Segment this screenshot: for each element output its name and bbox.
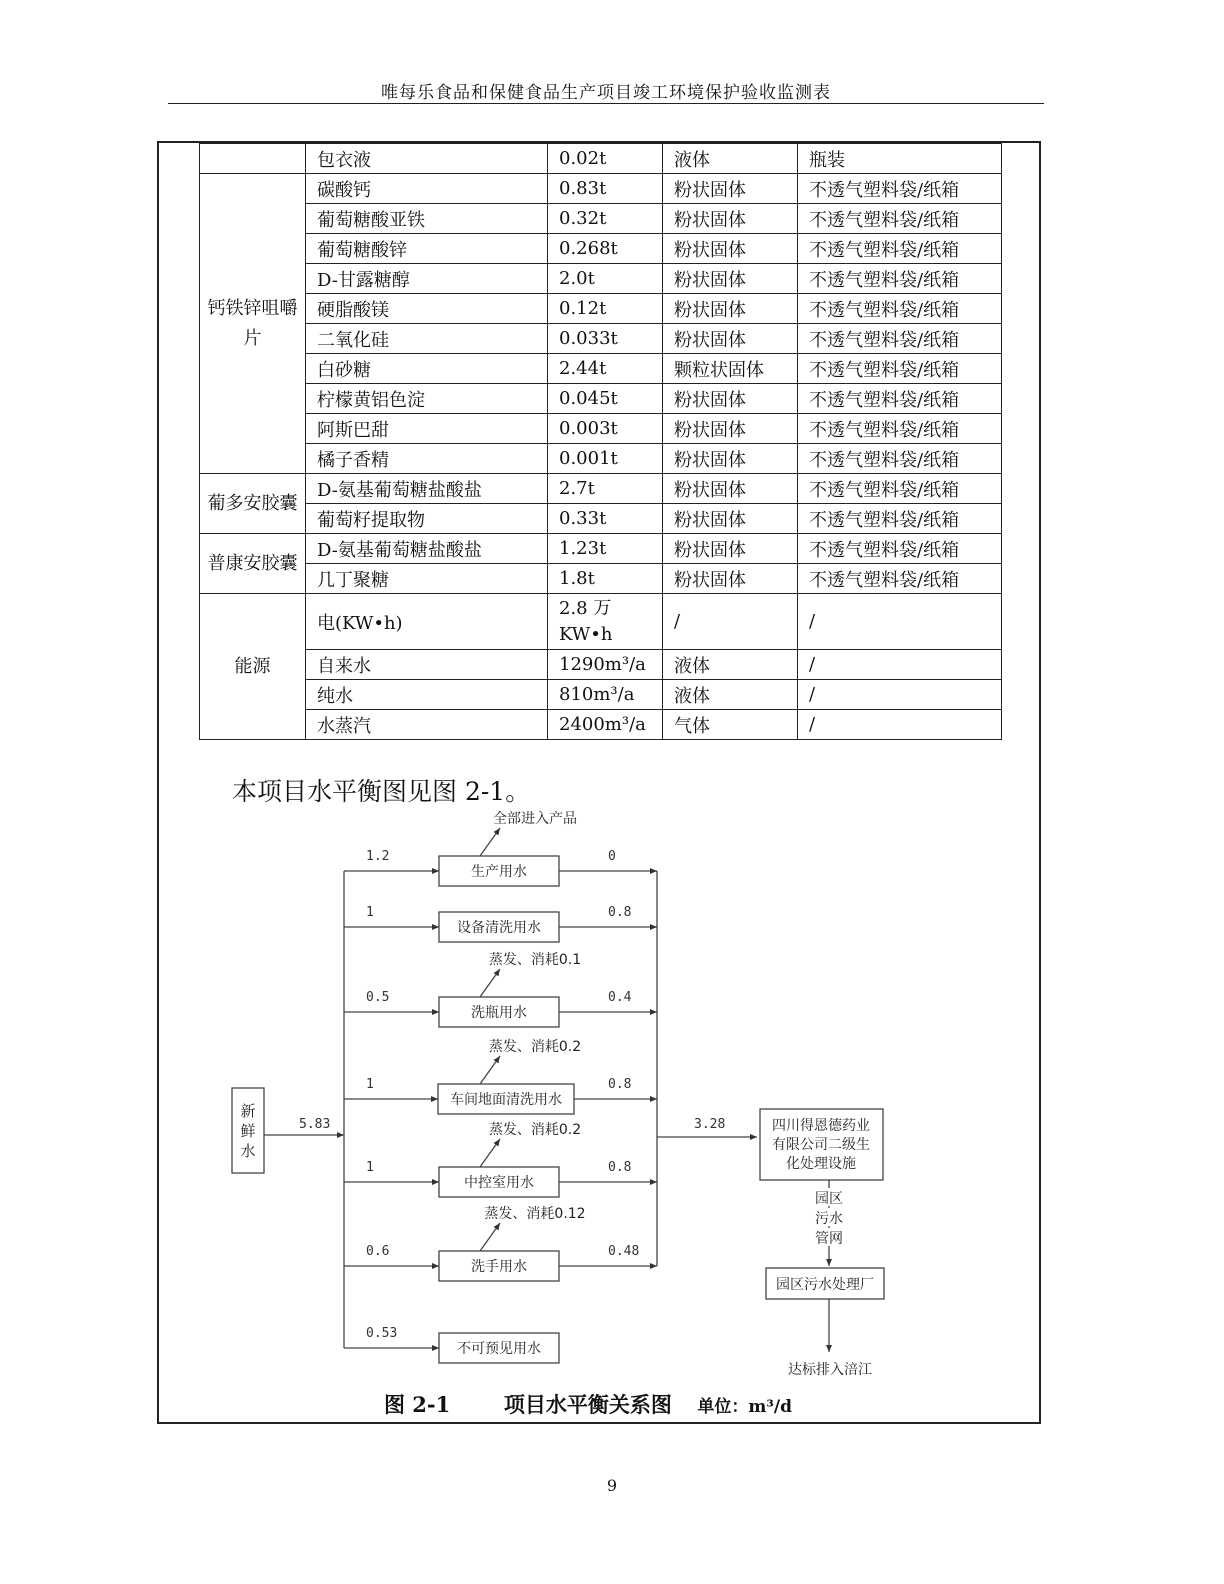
process-label: 车间地面清洗用水 [450,1092,562,1108]
cell-amount: 0.12t [548,294,663,324]
cell-name: D-氨基葡萄糖盐酸盐 [306,474,548,504]
cell-name: 电(KW•h) [306,594,548,650]
cell-package: 不透气塑料袋/纸箱 [798,504,1002,534]
inflow-label: 1 [366,1160,374,1175]
loss-arrow [480,828,500,856]
fresh-water-char: 新 [240,1102,256,1120]
source-flow-label: 5.83 [299,1117,331,1132]
cell-form: / [663,594,798,650]
discharge-label: 达标排入涪江 [788,1362,872,1378]
process-label: 生产用水 [471,864,527,880]
inflow-label: 1.2 [366,849,390,864]
cell-form: 粉状固体 [663,474,798,504]
cell-package: / [798,710,1002,740]
group-cell: 能源 [200,594,306,740]
cell-amount: 0.02t [548,144,663,174]
cell-amount: 0.003t [548,414,663,444]
cell-amount: 1.23t [548,534,663,564]
cell-amount: 0.83t [548,174,663,204]
cell-name: 葡萄籽提取物 [306,504,548,534]
cell-form: 液体 [663,144,798,174]
cell-form: 粉状固体 [663,534,798,564]
loss-arrow [480,969,500,997]
cell-amount: 0.045t [548,384,663,414]
cell-form: 粉状固体 [663,204,798,234]
plant-label: 园区污水处理厂 [776,1277,874,1293]
cell-package: 不透气塑料袋/纸箱 [798,264,1002,294]
cell-name: 纯水 [306,680,548,710]
page-number: 9 [606,1476,618,1495]
cell-package: 不透气塑料袋/纸箱 [798,414,1002,444]
cell-form: 液体 [663,650,798,680]
group-cell: 钙铁锌咀嚼片 [200,174,306,474]
cell-package: 不透气塑料袋/纸箱 [798,234,1002,264]
cell-amount: 0.001t [548,444,663,474]
cell-name: 葡萄糖酸亚铁 [306,204,548,234]
cell-amount: 1290m³/a [548,650,663,680]
cell-package: 不透气塑料袋/纸箱 [798,294,1002,324]
cell-package: 不透气塑料袋/纸箱 [798,474,1002,504]
cell-name: 硬脂酸镁 [306,294,548,324]
cell-amount: 2.7t [548,474,663,504]
cell-package: 不透气塑料袋/纸箱 [798,354,1002,384]
cell-amount: 2.0t [548,264,663,294]
document-header: 唯每乐食品和保健食品生产项目竣工环境保护验收监测表 [381,83,831,103]
cell-form: 粉状固体 [663,444,798,474]
inflow-label: 0.53 [366,1326,398,1341]
cell-name: 二氧化硅 [306,324,548,354]
fresh-water-char: 水 [240,1142,256,1160]
cell-form: 粉状固体 [663,264,798,294]
cell-name: D-氨基葡萄糖盐酸盐 [306,534,548,564]
cell-package: / [798,594,1002,650]
cell-package: 不透气塑料袋/纸箱 [798,324,1002,354]
process-label: 洗手用水 [471,1259,527,1275]
figure-title: 项目水平衡关系图 [503,1392,672,1417]
loss-arrow [480,1139,500,1167]
figure-unit: 单位：m³/d [697,1397,792,1417]
cell-package: / [798,680,1002,710]
loss-arrow [480,1056,500,1084]
cell-form: 粉状固体 [663,174,798,204]
cell-package: 不透气塑料袋/纸箱 [798,384,1002,414]
cell-name: 水蒸汽 [306,710,548,740]
outflow-label: 0.4 [608,990,632,1005]
cell-amount: 1.8t [548,564,663,594]
process-label: 中控室用水 [464,1175,534,1191]
cell-name: 阿斯巴甜 [306,414,548,444]
cell-name: 葡萄糖酸锌 [306,234,548,264]
cell-amount: 2.44t [548,354,663,384]
group-cell: 葡多安胶囊 [200,474,306,534]
treatment-label: 化处理设施 [786,1156,856,1172]
loss-label: 蒸发、消耗0.12 [484,1206,586,1222]
cell-name: 橘子香精 [306,444,548,474]
figure-caption [384,1389,792,1419]
loss-arrow [480,1223,500,1251]
cell-amount: 0.268t [548,234,663,264]
cell-amount: 810m³/a [548,680,663,710]
inflow-label: 1 [366,905,374,920]
cell-package: 瓶装 [798,144,1002,174]
inflow-label: 0.5 [366,990,390,1005]
fresh-water-char: 鲜 [240,1122,256,1140]
cell-package: / [798,650,1002,680]
loss-label: 蒸发、消耗0.2 [488,1039,582,1055]
cell-name: 包衣液 [306,144,548,174]
cell-form: 粉状固体 [663,324,798,354]
cell-form: 粉状固体 [663,564,798,594]
loss-label: 全部进入产品 [493,811,577,827]
cell-package: 不透气塑料袋/纸箱 [798,534,1002,564]
outflow-label: 0.48 [608,1244,640,1259]
cell-amount: 0.033t [548,324,663,354]
cell-form: 粉状固体 [663,384,798,414]
cell-name: 白砂糖 [306,354,548,384]
group-cell: 普康安胶囊 [200,534,306,594]
cell-form: 颗粒状固体 [663,354,798,384]
cell-form: 粉状固体 [663,504,798,534]
cell-name: 碳酸钙 [306,174,548,204]
cell-package: 不透气塑料袋/纸箱 [798,444,1002,474]
inflow-label: 1 [366,1077,374,1092]
pipe-label: 污水 [815,1211,843,1227]
outflow-label: 0.8 [608,1077,632,1092]
intro-text: 本项目水平衡图见图 2-1。 [232,777,531,806]
cell-name: 柠檬黄铝色淀 [306,384,548,414]
inflow-label: 0.6 [366,1244,390,1259]
cell-amount: 0.32t [548,204,663,234]
loss-label: 蒸发、消耗0.1 [488,952,582,968]
cell-form: 粉状固体 [663,234,798,264]
cell-package: 不透气塑料袋/纸箱 [798,564,1002,594]
cell-amount: 2400m³/a [548,710,663,740]
treatment-label: 有限公司二级生 [772,1137,870,1153]
cell-package: 不透气塑料袋/纸箱 [798,204,1002,234]
cell-name: 自来水 [306,650,548,680]
cell-package: 不透气塑料袋/纸箱 [798,174,1002,204]
merge-flow-label: 3.28 [694,1117,726,1132]
cell-form: 气体 [663,710,798,740]
cell-amount: 2.8 万 KW•h [548,594,663,650]
figure-number: 图 2-1 [384,1392,451,1417]
process-label: 洗瓶用水 [471,1005,527,1021]
outflow-label: 0 [608,849,616,864]
process-label: 设备清洗用水 [457,920,541,936]
cell-form: 粉状固体 [663,294,798,324]
pipe-label: 管网 [815,1231,843,1247]
outflow-label: 0.8 [608,905,632,920]
outflow-label: 0.8 [608,1160,632,1175]
cell-name: D-甘露糖醇 [306,264,548,294]
cell-amount: 0.33t [548,504,663,534]
process-label: 不可预见用水 [457,1341,541,1357]
cell-form: 粉状固体 [663,414,798,444]
loss-label: 蒸发、消耗0.2 [488,1122,582,1138]
cell-name: 几丁聚糖 [306,564,548,594]
cell-form: 液体 [663,680,798,710]
treatment-label: 四川得恩德药业 [772,1118,870,1134]
pipe-label: 园区 [815,1191,843,1207]
